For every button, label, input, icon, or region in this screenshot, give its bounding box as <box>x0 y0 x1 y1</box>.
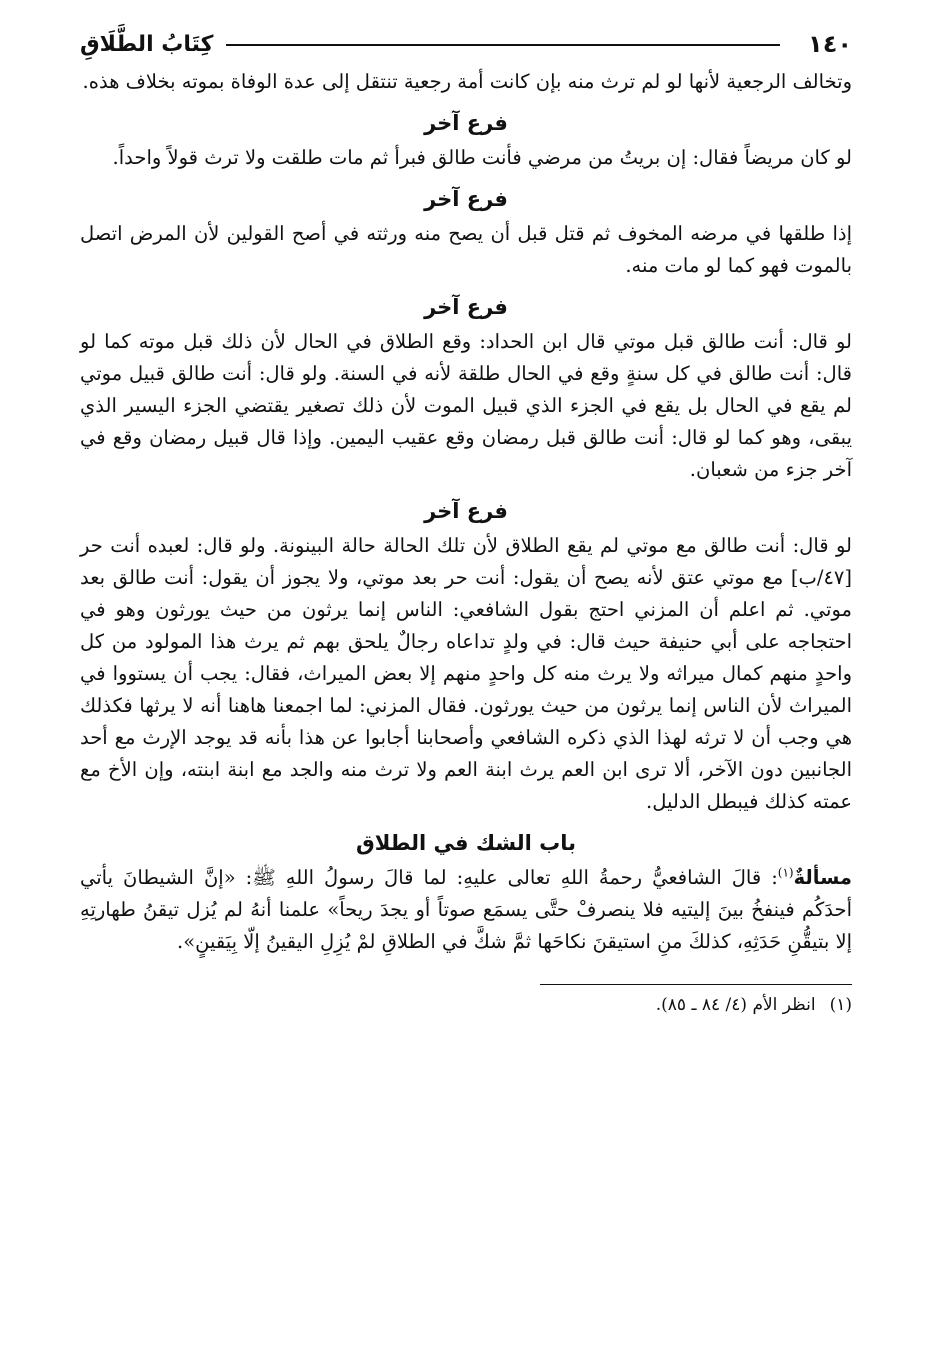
section-heading: فرع آخر <box>424 187 508 211</box>
issue-label: مسألةٌ <box>793 866 852 889</box>
section-1 <box>80 106 852 174</box>
chapter-section <box>80 826 852 958</box>
footnote-text: انظر الأم (٤/ ٨٤ ـ ٨٥). <box>655 995 816 1015</box>
intro-paragraph: وتخالف الرجعية لأنها لو لم ترث منه بإن كانت أمة رجعية تنتقل إلى عدة الوفاة بموته بخلاف هذه. <box>82 70 852 93</box>
chapter-paragraph <box>80 862 852 958</box>
page-number: ١٤٠ <box>808 30 852 58</box>
chapter-heading: باب الشك في الطلاق <box>355 831 577 855</box>
section-heading: فرع آخر <box>424 295 508 319</box>
book-page <box>80 22 852 1019</box>
book-title: كِتَابُ الطَّلَاقِ <box>80 31 214 57</box>
section-heading: فرع آخر <box>424 499 508 523</box>
footnote-marker: (١) <box>829 995 852 1015</box>
section-3 <box>80 290 852 486</box>
page-header <box>80 22 852 66</box>
section-2 <box>80 182 852 282</box>
section-paragraph: لو قال: أنت طالق مع موتي لم يقع الطلاق لأن تلك الحالة حالة البينونة. ولو قال: لعبده أنت حر [٤٧/ب] مع موتي عتق لأنه يصح أن يقول: أنت حر بعد موتي، ولا يجوز أن يقول: أنت طالق بعد موتي. ثم اعلم أن المزني احتج بقول الشافعي: الناس إنما يرثون من حيث يورثون وهو في احتجاجه على أبي حنيفة حيث قال: في ولدٍ تداعاه رجالٌ يلحق بهم ثم يرث هذا المولود من كل واحدٍ منهم كمال ميراثه ولا يرث منه كل واحدٍ منهم إلا بعض الميراث، فقال: يجب أن يستووا في الميراث لأن الناس إنما يرثون من حيث يورثون. فقال المزني: لما اجمعنا هاهنا أنه لا يرثها فكذلك هي وجب أن لا ترثه لهذا الذي ذكره الشافعي وأصحابنا أجابوا عن هذا بأنه قد يوجد الإرث مع أحد الجانبين دون الآخر، ألا ترى ابن العم يرث ابنة العم ولا ترث منه والجد مع ابنة ابنته، وإن الأخ مع عمته كذلك فيبطل الدليل. <box>80 534 852 813</box>
section-4 <box>80 494 852 818</box>
chapter-text: : قالَ الشافعيُّ رحمةُ اللهِ تعالى عليهِ: لما قالَ رسولُ اللهِ ﷺ: «إنَّ الشيطانَ يأتي أحدَكُم فينفخُ بينَ إليتيه فلا ينصرفْ حتَّى يسمَع صوتاً أو يجدَ ريحاً» علمنا أنهُ لم يُزل تيقنُ طهارتِهِ إلا بتيقُّنِ حَدَثِهِ، كذلكَ منِ استيقنَ نكاحَها ثمَّ شكَّ في الطلاقِ لمْ يُزِلِ اليقينُ إلّا بِيَقينٍ». <box>80 866 852 953</box>
section-heading: فرع آخر <box>424 111 508 135</box>
header-rule <box>226 44 780 46</box>
footnote <box>80 991 852 1019</box>
section-paragraph: إذا طلقها في مرضه المخوف ثم قتل قبل أن يصح منه ورثته في أصح القولين لأن المرض اتصل بالموت فهو كما لو مات منه. <box>80 222 852 277</box>
section-paragraph: لو قال: أنت طالق قبل موتي قال ابن الحداد: وقع الطلاق في الحال لأن ذلك قبل موته كما لو قال: أنت طالق في كل سنةٍ وقع في الحال طلقة لأنه في السنة. ولو قال: أنت طالق قبيل موتي لم يقع في الحال بل يقع في الجزء الذي قبيل الموت لأن ذلك تصغير يقتضي الجزء اليسير الذي يبقى، وهو كما لو قال: أنت طالق قبل رمضان وقع عقيب اليمين. وإذا قال قبيل رمضان وقع في آخر جزء من شعبان. <box>80 330 852 481</box>
footnote-divider <box>540 984 852 985</box>
section-paragraph: لو كان مريضاً فقال: إن بريتُ من مرضي فأنت طالق فبرأ ثم مات طلقت ولا ترث قولاً واحداً. <box>112 146 852 169</box>
footnote-reference: (١) <box>777 865 794 880</box>
